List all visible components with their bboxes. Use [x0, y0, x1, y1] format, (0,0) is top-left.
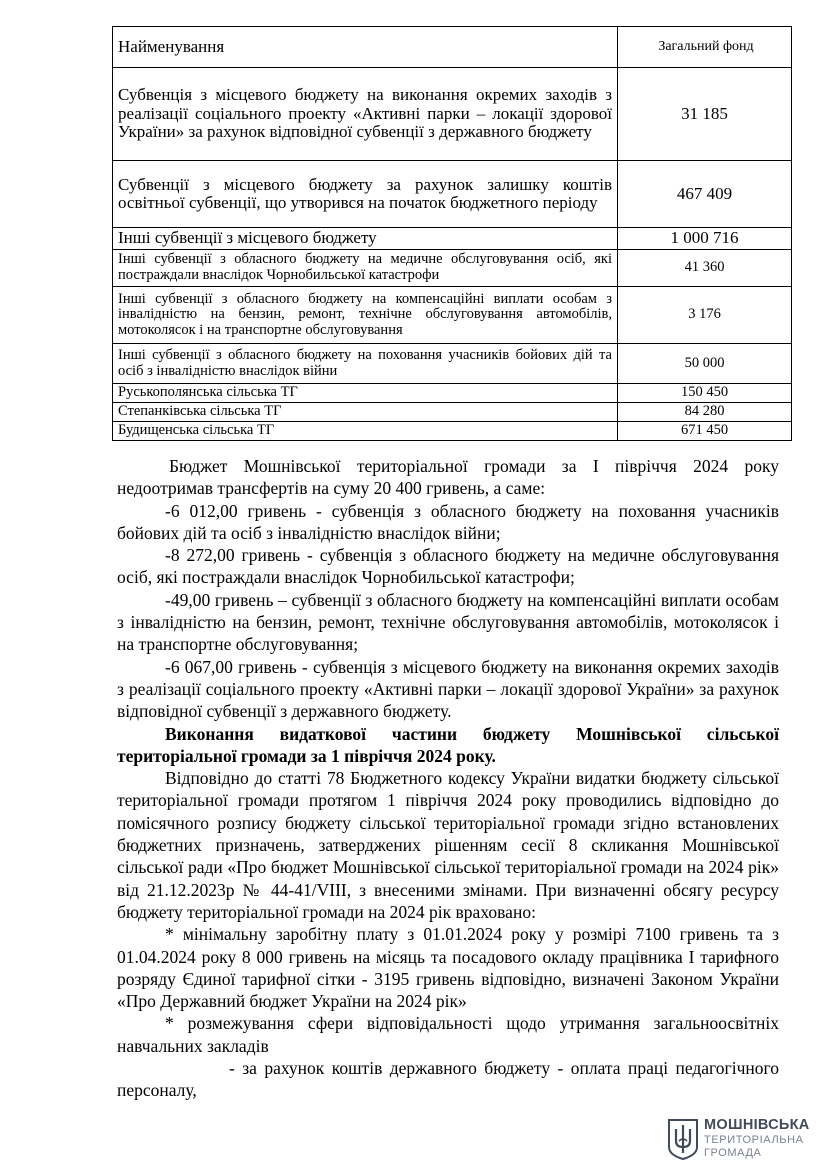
row-name-cell: Інші субвенції з обласного бюджету на компенсаційні виплати особам з інвалідністю на бензин, ремонт, технічне обслуговування автомобілів, мотоколясок і на транспортне обслуговування [113, 287, 618, 344]
row-name-cell: Руськополянська сільська ТГ [113, 384, 618, 403]
paragraph-bullet-2: * розмежування сфери відповідальності щодо утримання загальноосвітніх навчальних закладів [117, 1013, 779, 1056]
row-value-cell: 467 409 [618, 161, 792, 228]
paragraph-item-3: -49,00 гривень – субвенції з обласного бюджету на компенсаційні виплати особам з інвалідністю на бензин, ремонт, технічне обслуговування автомобілів, мотоколясок і на транспортне обслуговування; [117, 589, 779, 655]
table-row [113, 68, 792, 161]
paragraph-item-4: -6 067,00 гривень - субвенція з місцевого бюджету на виконання окремих заходів з реалізації соціального проекту «Активні парки – локації здорової України» за рахунок відповідної субвенції з державного бюджету. [117, 656, 779, 722]
row-value-cell: 31 185 [618, 68, 792, 161]
community-logo [666, 1115, 816, 1163]
header-name-cell: Найменування [113, 27, 618, 68]
logo-line-3: ГРОМАДА [704, 1147, 762, 1159]
paragraph-bullet-1: * мінімальну заробітну плату з 01.01.2024 року у розмірі 7100 гривень та з 01.04.2024 року 8 000 гривень на місяць та посадового окладу працівника І тарифного розряду Єдиної тарифної сітки - 3195 гривень відповідно, визначені Законом України «Про Державний бюджет України на 2024 рік» [117, 924, 779, 1012]
table-row [113, 403, 792, 422]
paragraph-intro: Бюджет Мошнівської територіальної громади за І півріччя 2024 року недоотримав трансфертів на суму 20 400 гривень, а саме: [117, 456, 779, 499]
table-row [113, 287, 792, 344]
trident-crest-icon [666, 1117, 700, 1161]
paragraph-main: Відповідно до статті 78 Бюджетного кодексу України видатки бюджету сільської територіальної громади протягом 1 півріччя 2024 року проводились відповідно до помісячного розпису бюджету сільської територіальної громади згідно встановлених бюджетних призначень, затверджених рішенням сесії 8 скликання Мошнівської сільської ради «Про бюджет Мошнівської сільської територіальної громади на 2024 рік» від 21.12.2023р № 44-41/VIII, з внесеними змінами. При визначенні обсягу ресурсу бюджету територіальної громади на 2024 рік враховано: [117, 768, 779, 922]
row-name-cell: Інші субвенції з місцевого бюджету [113, 228, 618, 250]
row-name-cell: Субвенція з місцевого бюджету на виконання окремих заходів з реалізації соціального проекту «Активні парки – локації здорової України» за рахунок відповідної субвенції з державного бюджету [113, 68, 618, 161]
table-row [113, 250, 792, 287]
row-value-cell: 150 450 [618, 384, 792, 403]
table-row [113, 344, 792, 384]
paragraph-item-2: -8 272,00 гривень - субвенція з обласного бюджету на медичне обслуговування осіб, які постраждали внаслідок Чорнобильської катастрофи; [117, 545, 779, 588]
row-name-cell: Степанківська сільська ТГ [113, 403, 618, 422]
row-name-cell: Інші субвенції з обласного бюджету на поховання учасників бойових дій та осіб з інвалідністю внаслідок війни [113, 344, 618, 384]
row-value-cell: 3 176 [618, 287, 792, 344]
logo-line-1: МОШНІВСЬКА [704, 1117, 810, 1133]
paragraph-item-1: -6 012,00 гривень - субвенція з обласного бюджету на поховання учасників бойових дій та осіб з інвалідністю внаслідок війни; [117, 500, 779, 543]
budget-table [112, 26, 792, 441]
row-value-cell: 50 000 [618, 344, 792, 384]
header-fund-cell: Загальний фонд [618, 27, 792, 68]
table-row [113, 161, 792, 228]
row-name-cell: Будищенська сільська ТГ [113, 422, 618, 441]
paragraph-bullet-3: - за рахунок коштів державного бюджету - оплата праці педагогічного персоналу, [117, 1058, 779, 1101]
table-row [113, 422, 792, 441]
row-value-cell: 84 280 [618, 403, 792, 422]
row-name-cell: Субвенції з місцевого бюджету за рахунок залишку коштів освітньої субвенції, що утворився на початок бюджетного періоду [113, 161, 618, 228]
table-row [113, 384, 792, 403]
row-value-cell: 41 360 [618, 250, 792, 287]
table-header-row [113, 27, 792, 68]
table-row [113, 228, 792, 250]
body-text [117, 455, 779, 1102]
row-name-cell: Інші субвенції з обласного бюджету на медичне обслуговування осіб, які постраждали внаслідок Чорнобильської катастрофи [113, 250, 618, 287]
row-value-cell: 671 450 [618, 422, 792, 441]
section-heading: Виконання видаткової частини бюджету Мошнівської сільської територіальної громади за 1 півріччя 2024 року. [117, 723, 779, 766]
logo-line-2: ТЕРИТОРІАЛЬНА [704, 1134, 804, 1146]
row-value-cell: 1 000 716 [618, 228, 792, 250]
